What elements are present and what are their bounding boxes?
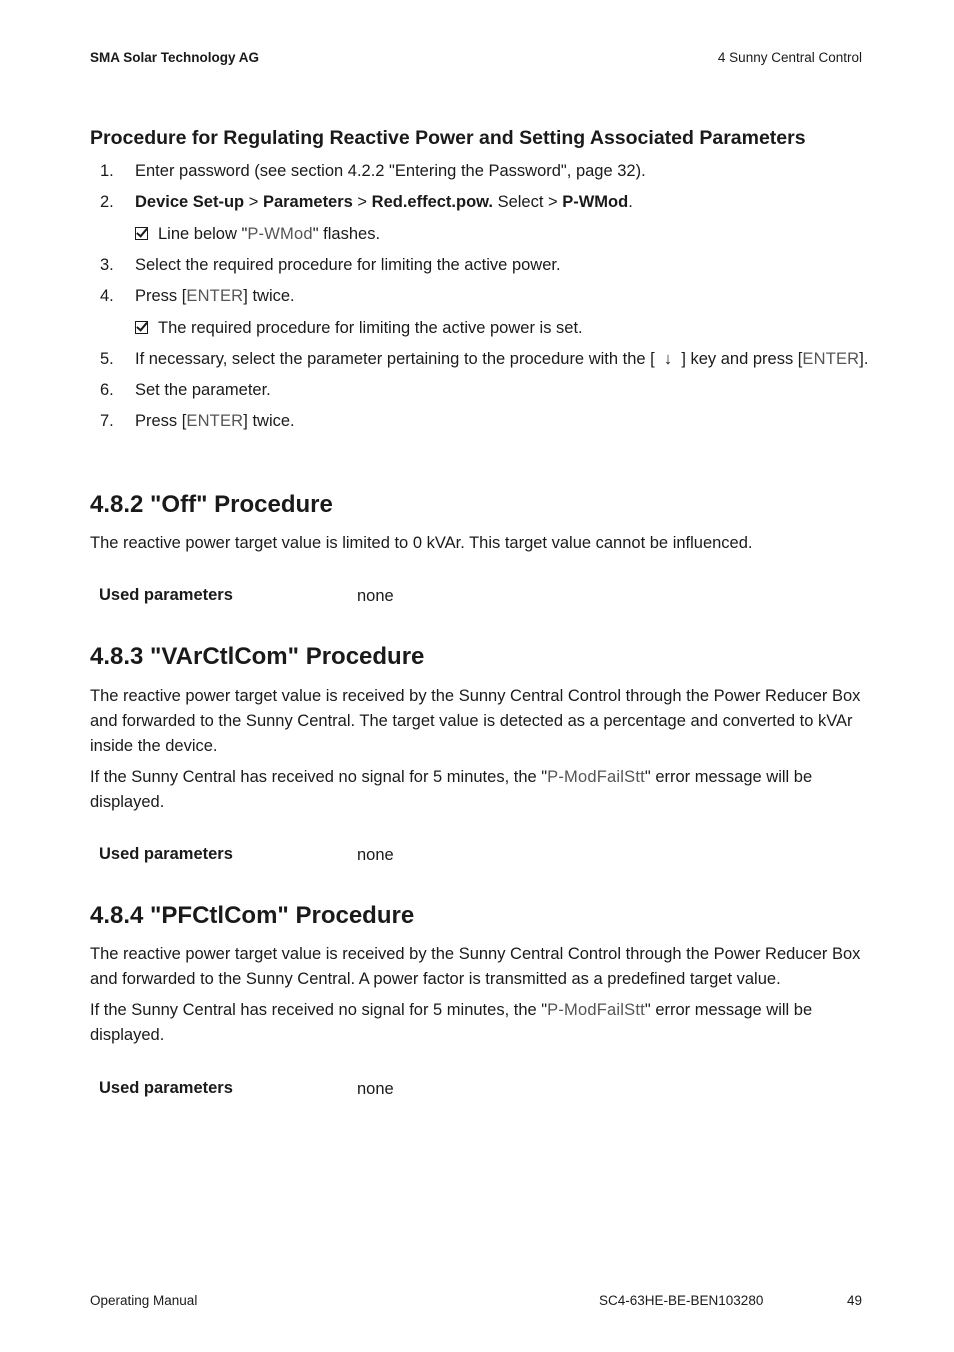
display-text: P-WMod [247, 225, 313, 243]
key-enter: ENTER [186, 287, 244, 305]
footer-page-number: 49 [846, 1293, 862, 1308]
section-off-body: The reactive power target value is limited to 0 kVAr. This target value cannot be influenced. [90, 534, 753, 552]
used-parameters-value: none [357, 1080, 394, 1098]
menu-p-wmod: P-WMod [562, 193, 629, 211]
checkbox-checked-icon [135, 321, 148, 334]
list-item: 1. Enter password (see section 4.2.2 "Entering the Password", page 32). [100, 162, 646, 180]
section-title-off: 4.8.2 "Off" Procedure [90, 491, 333, 518]
used-parameters-label: Used parameters [99, 586, 233, 604]
section-title-varctlcom: 4.8.3 "VArCtlCom" Procedure [90, 643, 425, 670]
used-parameters-label: Used parameters [99, 1079, 233, 1097]
footer-doc: Operating Manual [90, 1293, 198, 1308]
section-title-pfctlcom: 4.8.4 "PFCtlCom" Procedure [90, 902, 415, 929]
list-item: 7. Press [ENTER] twice. [100, 412, 295, 430]
section-varctlcom-body: The reactive power target value is received by the Sunny Central Control through the Power Reducer Box and forwarded to the Sunny Central. The target value is detected as a percentage and converted to kVAr inside the device. If the Sunny Central has received no signal for 5 minutes, the "P-ModFailStt" error message will be displayed. [90, 687, 861, 811]
list-item: 2. Device Set-up > Parameters > Red.effect.pow. Select > P-WMod. [100, 193, 633, 211]
list-item: 3. Select the required procedure for limiting the active power. [100, 256, 561, 274]
procedure-steps [90, 159, 870, 434]
checkbox-checked-icon [135, 227, 148, 240]
list-item: 5. If necessary, select the parameter pertaining to the procedure with the [ ↓ ] key and press [ENTER]. [100, 350, 869, 368]
used-parameters-value: none [357, 587, 394, 605]
key-enter: ENTER [186, 412, 244, 430]
step-result: The required procedure for limiting the active power is set. [90, 316, 870, 341]
section-pfctlcom-body: The reactive power target value is received by the Sunny Central Control through the Power Reducer Box and forwarded to the Sunny Central. A power factor is transmitted as a predefined target value. If the Sunny Central has received no signal for 5 minutes, the "P-ModFailStt" error message will be displayed. [90, 945, 861, 1044]
key-enter: ENTER [802, 350, 860, 368]
list-item: 4. Press [ENTER] twice. [100, 287, 295, 305]
list-item: 6. Set the parameter. [100, 381, 271, 399]
procedure-title: Procedure for Regulating Reactive Power and Setting Associated Parameters [90, 127, 806, 149]
step-result: Line below "P-WMod" flashes. [90, 222, 870, 247]
menu-parameters: Parameters [262, 193, 353, 211]
display-text: P-ModFailStt [547, 768, 645, 786]
menu-red-effect-pow: Red.effect.pow. [371, 193, 493, 211]
menu-device-setup: Device Set-up [135, 193, 245, 211]
header-chapter: 4 Sunny Central Control [717, 50, 862, 65]
used-parameters-value: none [357, 846, 394, 864]
used-parameters-label: Used parameters [99, 845, 233, 863]
display-text: P-ModFailStt [547, 1001, 645, 1019]
header-company: SMA Solar Technology AG [90, 50, 260, 65]
footer-code: SC4-63HE-BE-BEN103280 [599, 1293, 764, 1308]
